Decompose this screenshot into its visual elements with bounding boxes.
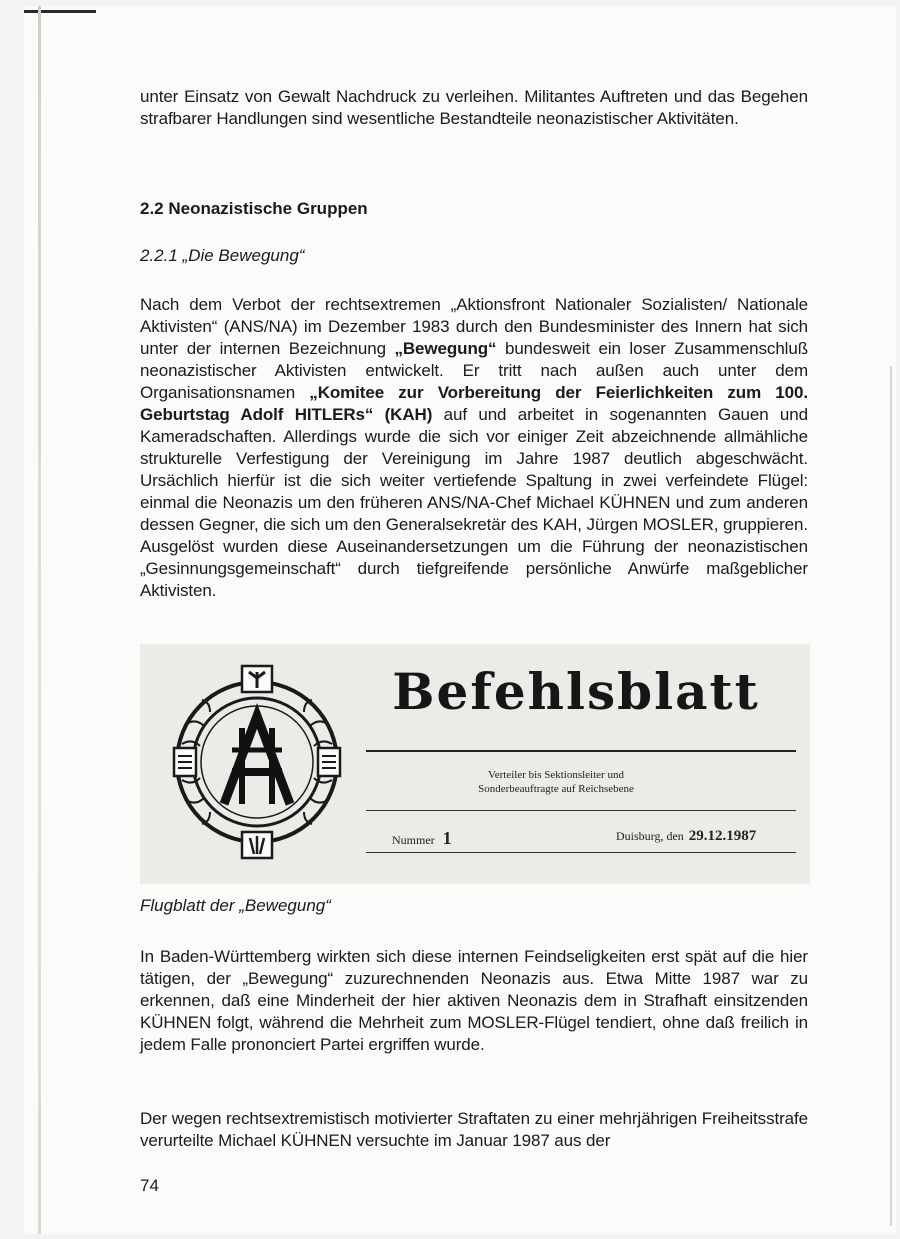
bottom-rule [366,852,796,853]
right-edge-shadow [890,366,892,1226]
main-paragraph-text-2: bundesweit ein loser Zusammenschluß neonazistischer Aktivisten entwickelt. Er tritt nach außen auch unter dem Organisationsnamen [140,339,808,402]
masthead-rule [366,750,796,752]
closing-paragraph: Der wegen rechtsextremistisch motivierter Straftaten zu einer mehrjährigen Freiheitsstrafe verurteilte Michael KÜHNEN versuchte im Januar 1987 aus der [140,1109,808,1150]
main-paragraph-bold-1: „Bewegung“ [394,339,497,358]
figure-caption: Flugblatt der „Bewegung“ [140,896,331,915]
main-paragraph-bold-2: „Komitee zur Vorbereitung der Feierlichkeiten zum 100. Geburtstag Adolf HITLERs“ (KAH) [140,383,808,424]
issue-number-value: 1 [442,828,452,848]
intro-paragraph: unter Einsatz von Gewalt Nachdruck zu verleihen. Militantes Auftreten und das Begehen strafbarer Handlungen sind wesentliche Bestandteile neonazistischer Aktivitäten. [140,87,808,128]
page-number: 74 [140,1176,159,1195]
issue-date-label: Duisburg, den [616,829,684,843]
leaflet-image [140,644,810,884]
main-paragraph-text-3: auf und arbeitet in sogenannten Gauen und Kameradschaften. Allerdings wurde die sich vor einiger Zeit abzeichnende allmähliche strukturelle Verfestigung der Vereinigung im Jahre 1987 deutlich abgeschwächt. Ursächlich hierfür ist die sich weiter vertiefende Spaltung in zwei verfeindete Flügel: einmal die Neonazis um den früheren ANS/NA-Chef Michael KÜHNEN und zum anderen dessen Gegner, die sich um den Generalsekretär des KAH, Jürgen MOSLER, gruppieren. Ausgelöst wurden diese Auseinandersetzungen um die Führung der neonazistischen „Gesinnungsgemeinschaft“ durch tiefgreifende persönliche Anwürfe maßgeblicher Aktivisten. [140,405,808,600]
top-edge-line [24,10,96,13]
leaflet-masthead: Befehlsblatt [392,662,760,721]
emblem-wreath-icon [172,664,342,860]
distribution-line-1: Verteiler bis Sektionsleiter und [488,769,624,781]
binding-edge [38,6,41,1234]
distribution-line-2: Sonderbeauftragte auf Reichsebene [478,783,634,795]
issue-number [392,828,452,849]
issue-date [616,828,756,845]
document-page [24,6,896,1234]
section-heading: 2.2 Neonazistische Gruppen [140,199,368,218]
issue-date-value: 29.12.1987 [688,828,757,844]
baden-wuerttemberg-paragraph: In Baden-Württemberg wirkten sich diese internen Feindseligkeiten erst spät auf die hier tätigen, der „Bewegung“ zuzurechnenden Neonazis aus. Etwa Mitte 1987 war zu erkennen, daß eine Minderheit der hier aktiven Neonazis dem in Strafhaft einsitzenden KÜHNEN folgt, während die Mehrheit zum MOSLER-Flügel tendiert, ohne daß freilich in jedem Falle prononciert Partei ergriffen wurde. [140,947,808,1054]
issue-number-label: Nummer [392,833,435,847]
main-paragraph-text-1: Nach dem Verbot der rechtsextremen „Aktionsfront Nationaler Sozialisten/ Nationale Aktivisten“ (ANS/NA) im Dezember 1983 durch den Bundesminister des Innern hat sich unter der internen Bezeichnung [140,295,808,358]
leaflet-distribution [376,768,736,796]
subsection-heading: 2.2.1 „Die Bewegung“ [140,246,305,265]
main-paragraph [140,294,808,602]
distribution-rule [366,810,796,811]
